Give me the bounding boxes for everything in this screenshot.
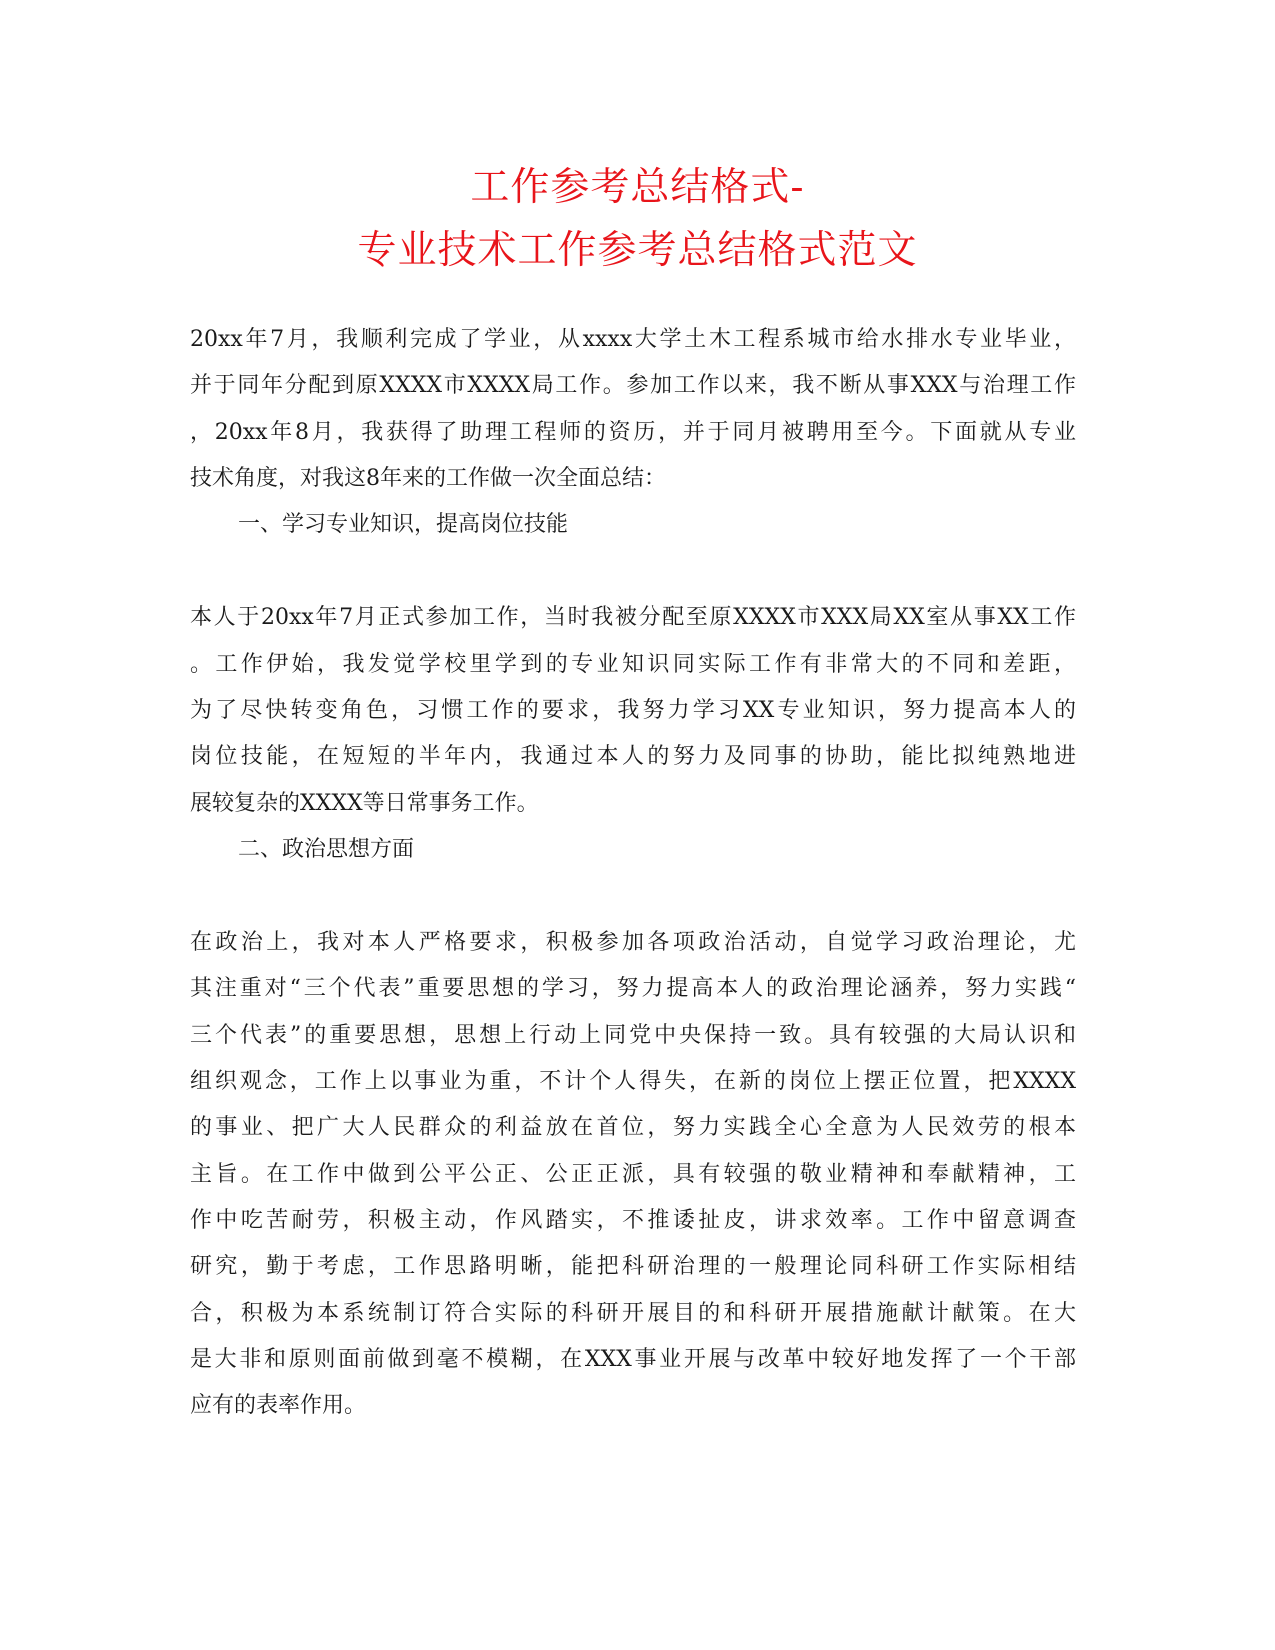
paragraph-2-line-4: 岗位技能，在短短的半年内，我通过本人的努力及同事的协助，能比拟纯熟地进 <box>190 744 1076 769</box>
paragraph-3-line-9: 合，积极为本系统制订符合实际的科研开展目的和科研开展措施献计献策。在大 <box>190 1301 1076 1326</box>
paragraph-2-line-1: 本人于20xx年7月正式参加工作，当时我被分配至原XXXX市XXX局XX室从事XX工作 <box>190 605 1076 630</box>
paragraph-3-line-6: 主旨。在工作中做到公平公正、公正正派，具有较强的敬业精神和奉献精神，工 <box>190 1162 1076 1187</box>
paragraph-1-line-3: ，20xx年8月，我获得了助理工程师的资历，并于同月被聘用至今。下面就从专业 <box>190 420 1076 445</box>
document-title-line-1: 工作参考总结格式- <box>470 165 805 210</box>
paragraph-2-line-2: 。工作伊始，我发觉学校里学到的专业知识同实际工作有非常大的不同和差距， <box>190 652 1076 677</box>
paragraph-1-line-1: 20xx年7月，我顺利完成了学业，从xxxx大学土木工程系城市给水排水专业毕业， <box>190 327 1076 352</box>
paragraph-2-line-3: 为了尽快转变角色，习惯工作的要求，我努力学习XX专业知识，努力提高本人的 <box>190 698 1076 723</box>
paragraph-3-line-3: 三个代表”的重要思想，思想上行动上同党中央保持一致。具有较强的大局认识和 <box>190 1023 1076 1048</box>
section-heading-1: 一、学习专业知识，提高岗位技能 <box>238 512 569 537</box>
paragraph-3-line-10: 是大非和原则面前做到毫不模糊，在XXX事业开展与改革中较好地发挥了一个干部 <box>190 1347 1076 1372</box>
paragraph-3-line-1: 在政治上，我对本人严格要求，积极参加各项政治活动，自觉学习政治理论，尤 <box>190 930 1076 955</box>
section-heading-2: 二、政治思想方面 <box>238 837 415 862</box>
paragraph-3-line-7: 作中吃苦耐劳，积极主动，作风踏实，不推诿扯皮，讲求效率。工作中留意调查 <box>190 1208 1076 1233</box>
document-title-line-2: 专业技术工作参考总结格式范文 <box>357 228 918 273</box>
paragraph-3-line-4: 组织观念，工作上以事业为重，不计个人得失，在新的岗位上摆正位置，把XXXX <box>190 1069 1076 1094</box>
paragraph-2-line-5: 展较复杂的XXXX等日常事务工作。 <box>190 791 539 816</box>
paragraph-1-line-4: 技术角度，对我这8年来的工作做一次全面总结： <box>190 466 666 491</box>
paragraph-3-line-2: 其注重对“三个代表”重要思想的学习，努力提高本人的政治理论涵养，努力实践“ <box>190 976 1076 1001</box>
paragraph-3-line-5: 的事业、把广大人民群众的利益放在首位，努力实践全心全意为人民效劳的根本 <box>190 1115 1076 1140</box>
paragraph-3-line-8: 研究，勤于考虑，工作思路明晰，能把科研治理的一般理论同科研工作实际相结 <box>190 1254 1076 1279</box>
paragraph-1-line-2: 并于同年分配到原XXXX市XXXX局工作。参加工作以来，我不断从事XXX与治理工作 <box>190 373 1076 398</box>
paragraph-3-line-11: 应有的表率作用。 <box>190 1393 367 1418</box>
